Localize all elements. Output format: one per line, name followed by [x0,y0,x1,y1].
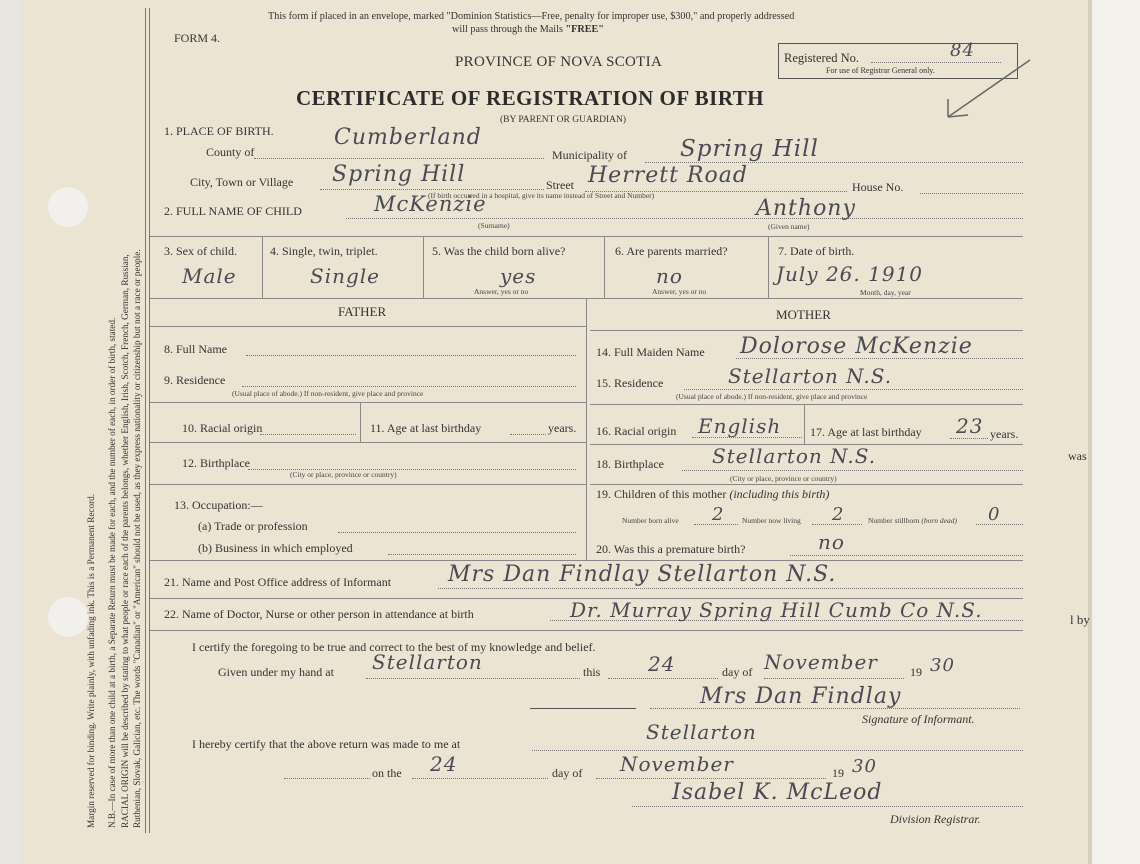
premature-line [790,555,1023,556]
registered-number-label: Registered No. [784,51,859,65]
registrar-place-line [532,750,1023,751]
municipality-label: Municipality of [552,148,627,162]
doctor-label: 22. Name of Doctor, Nurse or other person in attendance at birth [164,607,474,621]
mother-residence-value: Stellarton N.S. [728,364,893,388]
mother-age-years: years. [990,427,1019,441]
stillborn-value: 0 [988,504,1001,525]
date-of-birth-caption: Month, day, year [860,288,911,297]
registrar-caption: Division Registrar. [890,812,981,826]
mother-maiden-value: Dolorose McKenzie [740,334,973,359]
registrar-signature-line [632,806,1023,807]
postal-notice-free: "FREE" [565,24,604,35]
father-row-rule-3 [150,484,586,485]
given-under-label: Given under my hand at [218,665,334,679]
city-line [320,189,544,190]
street-value: Herrett Road [588,163,748,188]
mother-birthplace-line [682,470,1023,471]
place-of-birth-label: 1. PLACE OF BIRTH. [164,124,274,138]
row3-divider-2 [423,236,424,298]
date-of-birth-value: July 26. 1910 [776,262,924,286]
father-residence-label: 9. Residence [164,373,226,387]
business-line [388,554,576,555]
plurality-value: Single [310,264,381,288]
certify-day-of-label: day of [722,665,753,679]
doctor-rule [150,630,1023,631]
row3-divider-3 [604,236,605,298]
informant-signature-dash [530,708,636,709]
parents-bottom-border [150,560,1023,561]
binder-hole-bottom [48,597,88,637]
certify-month-line [764,678,904,679]
certify-day-line [608,678,718,679]
municipality-value: Spring Hill [680,136,819,162]
binder-hole-top [48,187,88,227]
county-label: County of [206,145,255,159]
informant-label: 21. Name and Post Office address of Informant [164,575,392,589]
born-alive-value: yes [500,264,537,288]
father-age-label: 11. Age at last birthday [370,421,482,435]
sex-value: Male [182,264,237,288]
mother-birthplace-label: 18. Birthplace [596,457,664,471]
informant-signature-line [650,708,1020,709]
stillborn-label [868,516,957,525]
child-surname-value: McKenzie [374,192,487,216]
given-place-line [366,678,580,679]
father-residence-line [242,386,576,387]
city-value: Spring Hill [332,162,466,187]
mother-birthplace-caption: (City or place, province or country) [730,474,837,483]
parents-married-label: 6. Are parents married? [615,244,728,258]
mother-racial-label: 16. Racial origin [596,424,677,438]
mother-racial-divider [804,404,805,444]
born-alive-count-value: 2 [712,504,725,525]
registrar-lead-line [284,778,370,779]
father-birthplace-label: 12. Birthplace [182,456,250,470]
margin-rule-2 [149,8,150,833]
surname-caption: (Surname) [478,221,510,230]
parents-married-value: no [656,264,683,288]
mother-residence-caption: (Usual place of abode.) If non-resident, give place and province [676,392,868,401]
informant-signature: Mrs Dan Findlay [700,684,902,709]
occupation-label: 13. Occupation:— [174,498,263,512]
form-number: FORM 4. [174,31,221,45]
mother-age-line [950,438,988,439]
born-alive-count-label: Number born alive [622,516,679,525]
row3-top-border [150,236,1023,237]
given-place-value: Stellarton [372,650,483,674]
registrar-statement: I hereby certify that the above return was made to me at [192,737,461,751]
registrar-year-value: 30 [852,756,877,777]
row3-divider-1 [262,236,263,298]
certify-month-value: November [764,650,878,674]
margin-rule [145,8,146,833]
adjacent-text-by: l by [1070,612,1090,627]
child-name-label: 2. FULL NAME OF CHILD [164,204,302,218]
child-given-name-value: Anthony [756,196,856,221]
child-name-line [346,218,1023,219]
children-label-italic: (including this birth) [729,487,830,501]
informant-signature-caption: Signature of Informant. [862,712,975,726]
city-label: City, Town or Village [190,175,294,189]
mother-row-rule-1 [590,404,1023,405]
postal-notice-line2 [452,24,604,35]
doctor-value: Dr. Murray Spring Hill Cumb Co N.S. [570,598,983,622]
registrar-on-the-label: on the [372,766,402,780]
informant-value: Mrs Dan Findlay Stellarton N.S. [448,562,837,587]
mother-heading-rule [590,330,1023,331]
page-subtitle: (BY PARENT OR GUARDIAN) [500,115,627,125]
mother-racial-value: English [698,414,782,438]
registrar-use-note: For use of Registrar General only. [826,66,935,75]
born-alive-caption: Answer, yes or no [474,287,529,296]
father-row-rule-1 [150,402,586,403]
postal-notice-text: will pass through the Mails [452,24,566,35]
postal-notice-line1: This form if placed in an envelope, marked "Dominion Statistics—Free, penalty for improper use, $300," and properly addressed [268,11,795,22]
margin-note-racial-origin-2: Ruthenian, Slovak, Galician, etc. The words "Canadian" or "American" should not be used, as they express nationality or citizenship but not a race or people. [132,249,142,828]
parents-divider [586,298,587,560]
province-heading: PROVINCE OF NOVA SCOTIA [455,54,663,70]
father-name-line [246,355,576,356]
certify-this-label: this [583,665,601,679]
trade-line [338,532,576,533]
father-age-years: years. [548,421,577,435]
sex-label: 3. Sex of child. [164,244,237,258]
mother-residence-label: 15. Residence [596,376,664,390]
margin-note-binding: Margin reserved for binding. Write plainly, with unfading ink. This is a Permanent Record. [86,493,96,828]
stillborn-label-text: Number stillborn [868,516,920,525]
mother-row-rule-3 [590,484,1023,485]
business-label: (b) Business in which employed [198,541,353,555]
margin-note-racial-origin: RACIAL ORIGIN will be described by stating to what people or race each of the parents belongs, whether English, Irish, Scotch, French, German, Russian, [120,254,130,828]
registrar-year-prefix: 19 [832,766,844,780]
father-age-line [510,434,546,435]
registrar-day-line [412,778,548,779]
born-alive-label: 5. Was the child born alive? [432,244,566,258]
now-living-label: Number now living [742,516,801,525]
adjacent-text-was: was [1068,449,1087,463]
date-of-birth-label: 7. Date of birth. [778,244,855,258]
parents-married-caption: Answer, yes or no [652,287,707,296]
father-racial-line [260,434,356,435]
trade-label: (a) Trade or profession [198,519,308,533]
children-label-text: 19. Children of this mother [596,487,727,501]
certify-year-prefix: 19 [910,665,922,679]
check-mark-icon [940,55,1035,125]
street-label: Street [546,178,574,192]
mother-maiden-label: 14. Full Maiden Name [596,345,705,359]
hospital-note: (If birth occurred in a hospital, give its name instead of Street and Number) [428,191,655,200]
father-heading: FATHER [338,304,387,319]
paper-edge [1088,0,1092,864]
given-name-caption: (Given name) [768,222,810,231]
registrar-signature: Isabel K. McLeod [672,780,883,805]
father-row-rule-2 [150,442,586,443]
certify-year-value: 30 [930,655,955,676]
page-title: CERTIFICATE OF REGISTRATION OF BIRTH [296,86,765,110]
mother-age-value: 23 [956,414,984,438]
registrar-day-value: 24 [430,752,458,776]
mother-residence-line [684,389,1023,390]
house-number-line [920,193,1023,194]
mother-heading: MOTHER [776,307,831,322]
registrar-month-value: November [620,752,734,776]
registrar-month-line [596,778,826,779]
adjacent-page [1088,0,1140,864]
premature-label: 20. Was this a premature birth? [596,542,746,556]
father-name-label: 8. Full Name [164,342,227,356]
row3-divider-4 [768,236,769,298]
children-label [596,487,829,502]
stillborn-label-italic: (born dead) [921,516,957,525]
certify-day-value: 24 [648,652,676,676]
father-heading-rule [150,326,586,327]
informant-line [438,588,1023,589]
father-racial-divider [360,402,361,442]
house-number-label: House No. [852,180,904,194]
county-value: Cumberland [334,125,482,150]
father-racial-label: 10. Racial origin [182,421,263,435]
registrar-place-value: Stellarton [646,720,757,744]
father-residence-caption: (Usual place of abode.) If non-resident, give place and province [232,389,424,398]
now-living-value: 2 [832,504,845,525]
premature-value: no [818,530,845,554]
margin-note-multiple-births: N.B.—In case of more than one child at a birth, a Separate Return must be made for each, and the number of each, in order of birth, stated. [107,317,117,828]
county-line [254,158,544,159]
plurality-label: 4. Single, twin, triplet. [270,244,378,258]
mother-birthplace-value: Stellarton N.S. [712,444,877,468]
certify-statement: I certify the foregoing to be true and correct to the best of my knowledge and belief. [192,640,596,654]
registered-number-value: 84 [950,40,975,61]
mother-age-label: 17. Age at last birthday [810,425,922,439]
registrar-day-of-label: day of [552,766,583,780]
father-birthplace-caption: (City or place, province or country) [290,470,397,479]
